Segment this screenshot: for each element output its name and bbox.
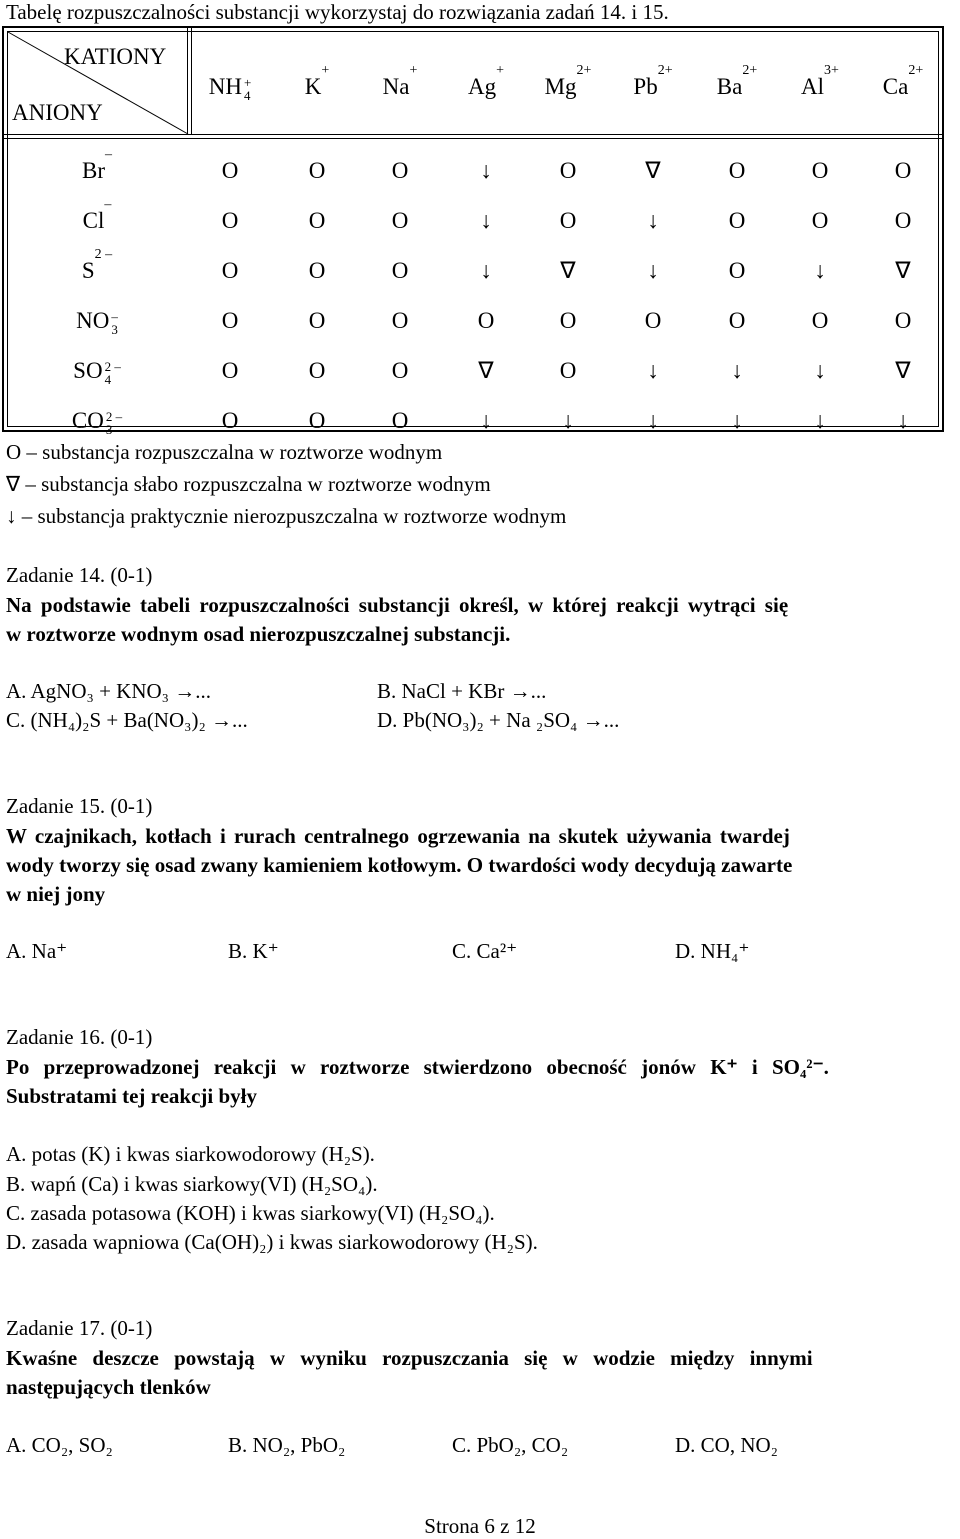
task-17-question-line2: następujących tlenków — [6, 1375, 211, 1399]
cation-symbol: Ba — [716, 74, 743, 99]
cation-mg — [544, 63, 592, 100]
solubility-cell: O — [308, 208, 326, 233]
page-footer: Strona 6 z 12 — [424, 1514, 536, 1538]
task-17-option-d[interactable]: D. CO, NO₂ — [675, 1433, 778, 1457]
cation-charge: + — [243, 74, 252, 90]
solubility-cell: O — [391, 408, 409, 433]
task-17-title: Zadanie 17. (0-1) — [6, 1316, 153, 1340]
solubility-cell: O — [221, 408, 239, 433]
solubility-cell: O — [308, 358, 326, 383]
cation-ag — [467, 63, 505, 100]
solubility-cell: O — [221, 358, 239, 383]
solubility-cell: O — [308, 158, 326, 183]
task-15-question-line1 — [6, 824, 958, 849]
solubility-cell: O — [308, 308, 326, 333]
cation-charge: 2+ — [576, 63, 592, 78]
cation-charge: + — [496, 63, 505, 78]
anion-symbol: Cl — [82, 208, 105, 233]
solubility-cell: ∇ — [895, 258, 911, 283]
solubility-cell: O — [811, 308, 829, 333]
solubility-cell: O — [644, 308, 662, 333]
anion-subscript: 3 — [111, 321, 118, 337]
legend-text-soluble: substancja rozpuszczalna w roztworze wodnym — [42, 440, 443, 464]
cation-pb — [633, 63, 673, 100]
solubility-cell: ↓ — [480, 258, 492, 283]
solubility-cell: O — [221, 158, 239, 183]
task-15-option-b[interactable]: B. K⁺ — [228, 939, 279, 963]
cation-symbol: Ca — [882, 74, 909, 99]
solubility-cell: O — [221, 258, 239, 283]
solubility-cell: ↓ — [480, 208, 492, 233]
solubility-cell: ↓ — [647, 358, 659, 383]
cation-charge: 2+ — [657, 63, 673, 78]
cation-charge: 2+ — [908, 63, 924, 78]
cation-symbol: Na — [382, 74, 410, 99]
task-15-option-a[interactable]: A. Na⁺ — [6, 939, 68, 963]
anion-symbol: SO — [73, 358, 103, 383]
task-16-title: Zadanie 16. (0-1) — [6, 1025, 153, 1049]
anions-header: ANIONY — [12, 100, 103, 125]
cation-symbol: Pb — [633, 74, 658, 99]
solubility-cell: O — [221, 208, 239, 233]
solubility-cell: ↓ — [647, 208, 659, 233]
task-16-option-d[interactable]: D. zasada wapniowa (Ca(OH)₂) i kwas siarkowodorowy (H₂S). — [6, 1230, 538, 1254]
anion-symbol: NO — [76, 308, 110, 333]
task-14-option-b[interactable]: B. NaCl + KBr →... — [377, 679, 547, 703]
solubility-cell: O — [728, 258, 746, 283]
anion-charge: – — [104, 197, 112, 212]
task-15-question-line2: wody tworzy się osad zwany kamieniem kotłowym. O twardości wody decydują zawarte — [6, 853, 793, 877]
solubility-cell: O — [391, 308, 409, 333]
cations-header: KATIONY — [64, 44, 167, 69]
task-14-question-line2: w roztworze wodnym osad nierozpuszczalnej substancji. — [6, 622, 511, 646]
task-17-question-line1-text: Kwaśne deszcze powstają w wyniku rozpuszczania się w wodzie między innymi — [6, 1346, 813, 1370]
anion-br — [82, 147, 112, 184]
anion-charge-stack — [106, 410, 122, 436]
solubility-cell: O — [391, 258, 409, 283]
solubility-cell: O — [728, 208, 746, 233]
solubility-cell: ↓ — [562, 408, 574, 433]
legend-symbol-slightly-soluble: ∇ — [6, 472, 21, 496]
task-17-option-b[interactable]: B. NO₂, PbO₂ — [228, 1433, 346, 1457]
legend-symbol-soluble: O — [6, 440, 22, 464]
solubility-cell: O — [728, 158, 746, 183]
legend-text-insoluble: substancja praktycznie nierozpuszczalna w roztworze wodnym — [37, 504, 567, 528]
cation-charge: + — [409, 63, 418, 78]
solubility-cell: O — [894, 158, 912, 183]
cation-symbol: K — [304, 74, 322, 99]
solubility-cell: ∇ — [478, 358, 494, 383]
solubility-cell: O — [559, 158, 577, 183]
solubility-cell: O — [308, 258, 326, 283]
cation-symbol: Mg — [544, 74, 577, 99]
legend-symbol-insoluble: ↓ — [6, 504, 17, 528]
task-14-option-c[interactable]: C. (NH₄)₂S + Ba(NO₃)₂ →... — [6, 708, 248, 732]
legend — [6, 440, 566, 536]
legend-text-slightly-soluble: substancja słabo rozpuszczalna w roztworze wodnym — [41, 472, 491, 496]
legend-item-insoluble: ↓ – substancja praktycznie nierozpuszczalna w roztworze wodnym — [6, 504, 567, 528]
anion-s — [81, 247, 113, 284]
solubility-cell: O — [894, 308, 912, 333]
anion-charge-stack — [111, 310, 118, 336]
cation-symbol: Al — [801, 74, 825, 99]
task-15-question-line1-text: W czajnikach, kotłach i rurach centralnego ogrzewania na skutek używania twardej — [6, 824, 790, 848]
task-15-option-d[interactable]: D. NH₄⁺ — [675, 939, 750, 963]
solubility-cell: O — [559, 358, 577, 383]
solubility-cell: ↓ — [480, 158, 492, 183]
solubility-cell: ∇ — [560, 258, 576, 283]
anion-symbol: CO — [71, 408, 104, 433]
task-14-option-d[interactable]: D. Pb(NO₃)₂ + Na ₂SO₄ →... — [377, 708, 620, 732]
task-15-title: Zadanie 15. (0-1) — [6, 794, 153, 818]
anion-charge: 2 – — [94, 247, 113, 262]
legend-item-slightly-soluble: ∇ – substancja słabo rozpuszczalna w roztworze wodnym — [6, 472, 491, 496]
task-17-option-a[interactable]: A. CO₂, SO₂ — [6, 1433, 113, 1457]
anion-charge: 2 – — [105, 408, 123, 424]
task-14-option-a[interactable]: A. AgNO₃ + KNO₃ →... — [6, 679, 211, 703]
solubility-cell: ∇ — [645, 158, 661, 183]
task-16-option-b[interactable]: B. wapń (Ca) i kwas siarkowy(VI) (H₂SO₄). — [6, 1172, 378, 1196]
solubility-cell: ∇ — [895, 358, 911, 383]
task-16-question-line1 — [6, 1055, 958, 1080]
cation-charge: 2+ — [742, 63, 758, 78]
cation-charge: 3+ — [824, 63, 839, 78]
cation-symbol: NH — [208, 74, 242, 99]
solubility-cell: ↓ — [647, 408, 659, 433]
cation-k — [304, 63, 330, 100]
anion-charge: – — [105, 147, 112, 162]
task-17-option-c[interactable]: C. PbO₂, CO₂ — [452, 1433, 569, 1457]
task-15-question-line3: w niej jony — [6, 882, 106, 906]
solubility-cell: ↓ — [897, 408, 909, 433]
task-15-option-c[interactable]: C. Ca²⁺ — [452, 939, 518, 963]
solubility-cell: O — [477, 308, 495, 333]
solubility-cell: O — [811, 158, 829, 183]
anion-so — [73, 358, 121, 386]
solubility-cell: O — [391, 208, 409, 233]
anion-cl — [82, 197, 112, 234]
cation-nh — [209, 74, 252, 102]
cation-charge: + — [321, 63, 330, 78]
anion-charge: – — [111, 308, 118, 324]
task-14-question-line1-text: Na podstawie tabeli rozpuszczalności substancji określ, w której reakcji wytrąci się — [6, 593, 789, 617]
anion-co — [72, 408, 122, 436]
anion-subscript: 3 — [105, 421, 113, 437]
solubility-cell: O — [391, 158, 409, 183]
anion-charge: 2 – — [104, 358, 121, 374]
solubility-cell: ↓ — [647, 258, 659, 283]
task-17-question-line1 — [6, 1346, 958, 1371]
solubility-cell: ↓ — [480, 408, 492, 433]
anion-subscript: 4 — [104, 371, 112, 387]
task-14-question-line1 — [6, 593, 958, 618]
legend-item-soluble: O – substancja rozpuszczalna w roztworze wodnym — [6, 440, 443, 464]
solubility-cell: ↓ — [814, 408, 826, 433]
solubility-cell: O — [728, 308, 746, 333]
solubility-cell: ↓ — [814, 358, 826, 383]
solubility-cell: O — [308, 408, 326, 433]
cation-subscript: 4 — [243, 87, 251, 103]
task-14-title: Zadanie 14. (0-1) — [6, 563, 153, 587]
solubility-cell: ↓ — [731, 408, 743, 433]
solubility-cell: O — [221, 308, 239, 333]
anion-charge-stack — [105, 360, 121, 386]
solubility-table — [2, 26, 944, 437]
intro-text: Tabelę rozpuszczalności substancji wykorzystaj do rozwiązania zadań 14. i 15. — [6, 0, 669, 24]
solubility-cell: ↓ — [814, 258, 826, 283]
cation-al — [801, 63, 839, 100]
task-16-option-a[interactable]: A. potas (K) i kwas siarkowodorowy (H₂S). — [6, 1142, 375, 1166]
task-16-option-c[interactable]: C. zasada potasowa (KOH) i kwas siarkowy(VI) (H₂SO₄). — [6, 1201, 495, 1225]
cation-na — [382, 63, 418, 100]
solubility-cell: O — [811, 208, 829, 233]
cation-ca — [882, 63, 924, 100]
anion-no — [76, 308, 118, 336]
anion-symbol: S — [81, 258, 95, 283]
solubility-cell: ↓ — [731, 358, 743, 383]
solubility-cell: O — [559, 208, 577, 233]
solubility-cell: O — [391, 358, 409, 383]
solubility-cell: O — [559, 308, 577, 333]
solubility-cell: O — [894, 208, 912, 233]
task-16-question-line1-text: Po przeprowadzonej reakcji w roztworze stwierdzono obecność jonów K⁺ i SO₄²⁻. — [6, 1055, 829, 1079]
cation-symbol: Ag — [467, 74, 497, 99]
cation-ba — [716, 63, 758, 100]
anion-symbol: Br — [82, 158, 105, 183]
task-16-question-line2: Substratami tej reakcji były — [6, 1084, 258, 1108]
cation-charge-stack — [244, 76, 251, 102]
